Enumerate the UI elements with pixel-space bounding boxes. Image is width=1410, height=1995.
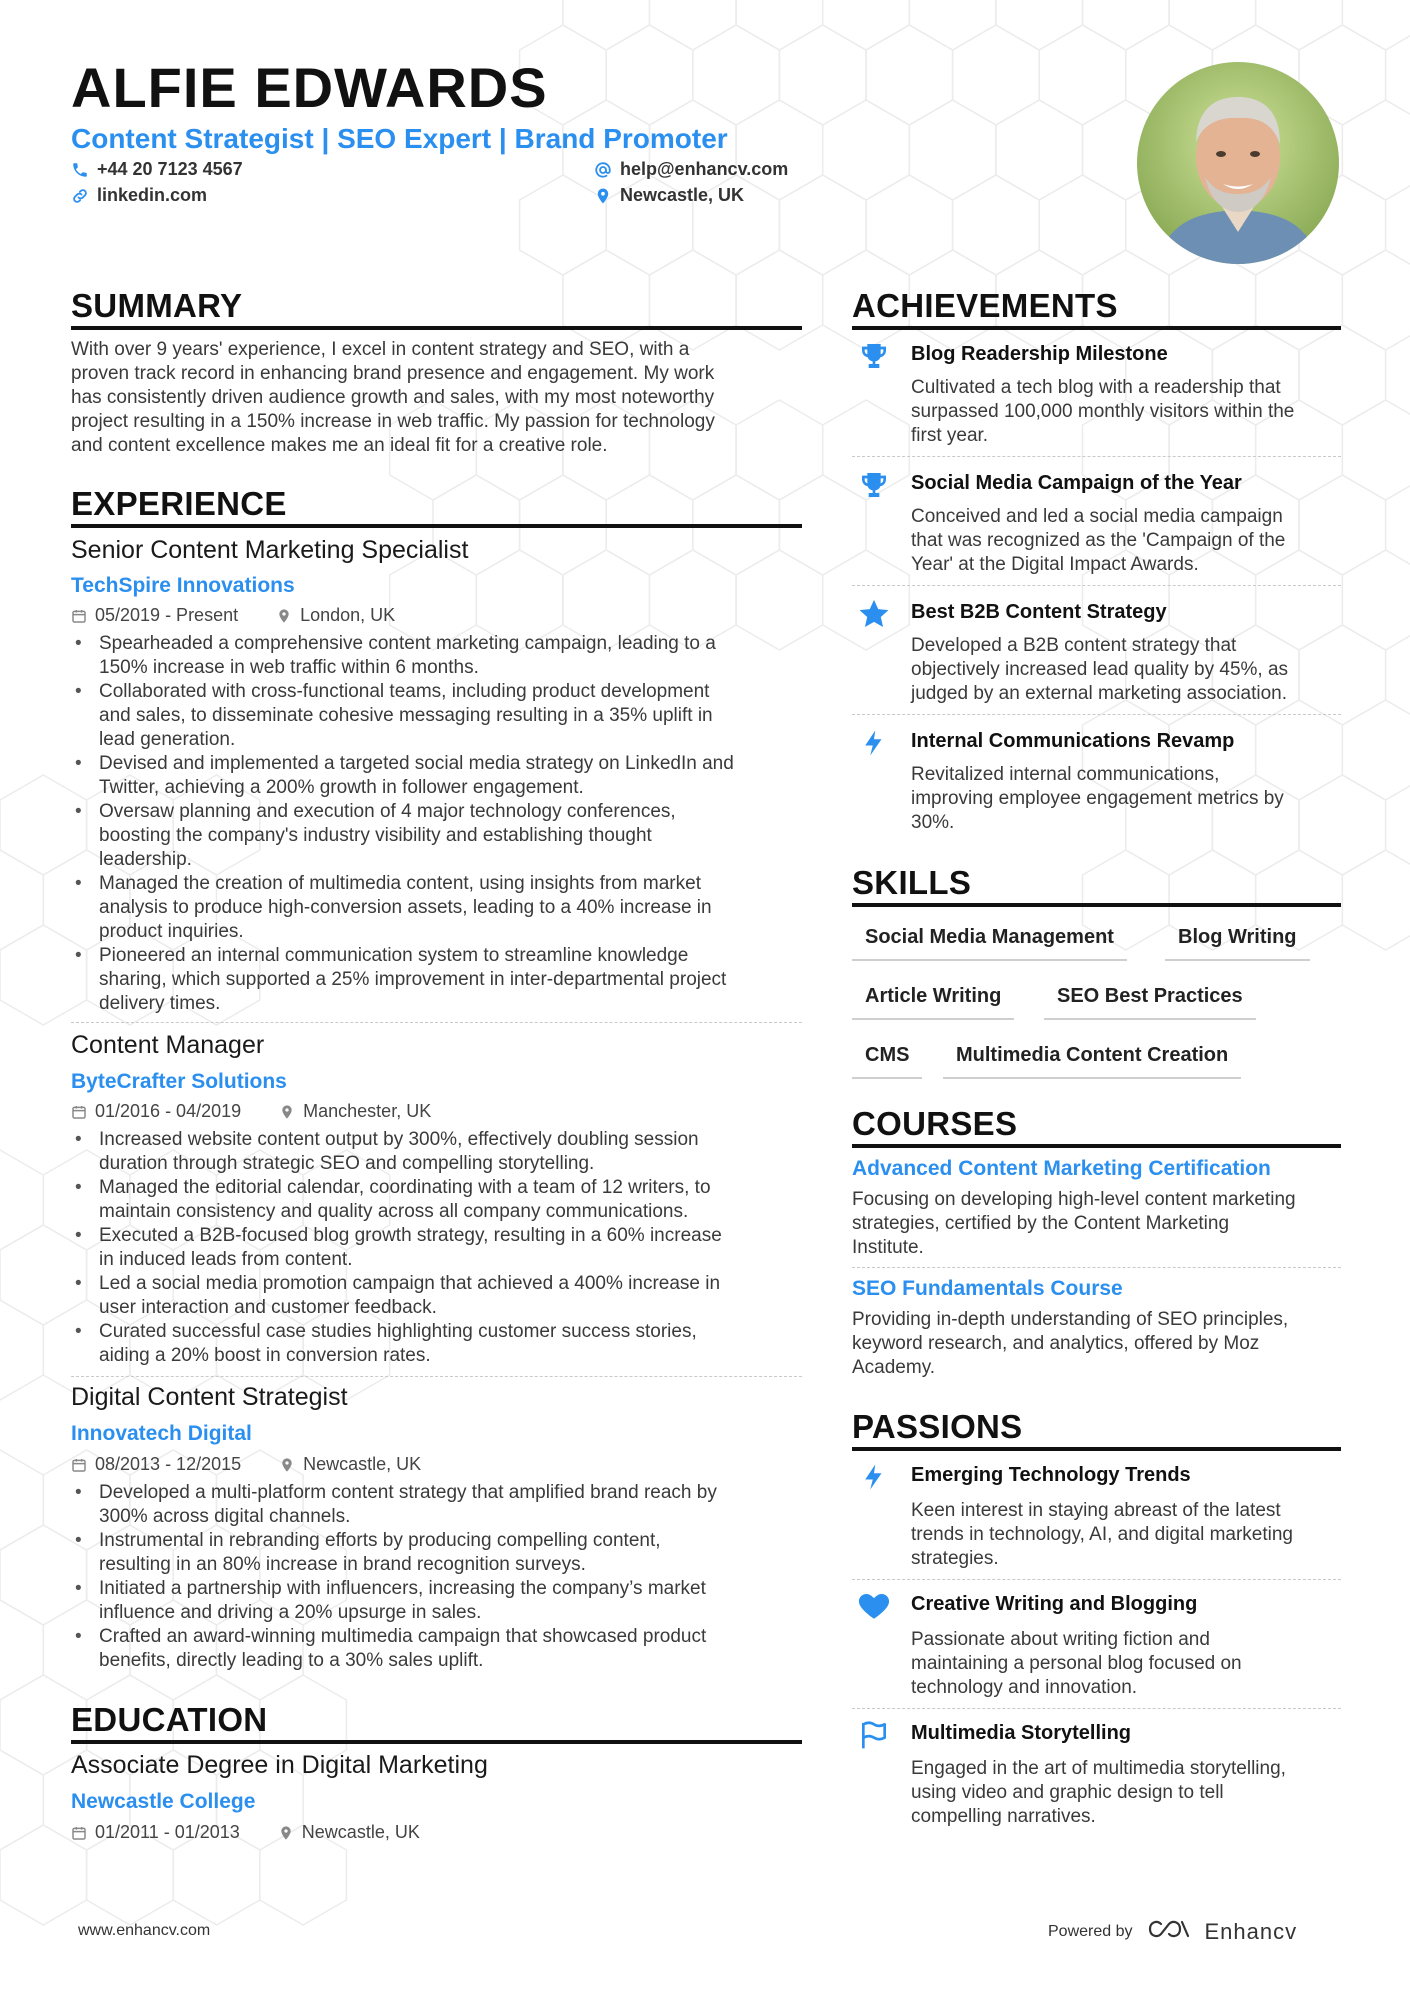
- trophy-icon: [854, 465, 894, 505]
- company-name[interactable]: TechSpire Innovations: [71, 574, 295, 597]
- achievement-description: Cultivated a tech blog with a readership that surpassed 100,000 monthly visitors within the first year.: [911, 377, 1295, 446]
- bullet-item: • Instrumental in rebranding efforts by producing compelling content, resulting in an 80% increase in brand recognition surveys.: [71, 1529, 801, 1577]
- bullet-item: • Initiated a partnership with influencers, increasing the company’s market influence and driving a 20% upsurge in sales.: [71, 1577, 801, 1625]
- star-icon: [854, 594, 894, 634]
- entry-divider: [852, 1708, 1341, 1709]
- summary-heading: SUMMARY: [71, 287, 243, 324]
- trophy-icon: [854, 336, 894, 376]
- skill-tag: SEO Best Practices: [1044, 985, 1256, 1020]
- bullet-item: • Spearheaded a comprehensive content marketing campaign, leading to a 150% increase in web traffic within 6 months.: [71, 632, 801, 680]
- linkedin-text: linkedin.com: [97, 185, 208, 205]
- summary-line: has consistently driven audience growth and sales, with my most noteworthy: [71, 387, 715, 408]
- achievement-title: Internal Communications Revamp: [911, 730, 1235, 752]
- candidate-headline: Content Strategist | SEO Expert | Brand Promoter: [71, 123, 728, 154]
- job-bullets: [71, 1128, 801, 1368]
- footer-website[interactable]: www.enhancv.com: [78, 1922, 211, 1939]
- linkedin-contact[interactable]: [71, 185, 207, 206]
- entry-divider: [71, 1022, 802, 1023]
- summary-line: With over 9 years' experience, I excel in content strategy and SEO, with a: [71, 339, 690, 360]
- email-text: help@enhancv.com: [620, 159, 789, 179]
- skills-heading: SKILLS: [852, 864, 972, 901]
- calendar-icon: [71, 1825, 87, 1841]
- summary-line: proven track record in enhancing brand presence and engagement. My work: [71, 363, 715, 384]
- passion-title: Creative Writing and Blogging: [911, 1593, 1198, 1615]
- job-title: Content Manager: [71, 1031, 265, 1059]
- candidate-name: ALFIE EDWARDS: [71, 56, 548, 119]
- course-description: Focusing on developing high-level content marketing strategies, certified by the Content Marketing Institute.: [852, 1189, 1296, 1258]
- job-title: Digital Content Strategist: [71, 1383, 348, 1411]
- job-meta: [71, 605, 395, 626]
- skill-tag: Article Writing: [852, 985, 1014, 1020]
- bullet-item: • Pioneered an internal communication system to streamline knowledge sharing, which supported a 25% improvement in inter-departmental project delivery times.: [71, 944, 801, 1016]
- courses-divider: [852, 1144, 1341, 1148]
- summary-line: project resulting in a 150% increase in web traffic. My passion for technology: [71, 411, 715, 432]
- location-pin-icon: [276, 608, 292, 624]
- job-bullets: [71, 1481, 801, 1673]
- company-name[interactable]: ByteCrafter Solutions: [71, 1070, 287, 1093]
- skill-tag: Social Media Management: [852, 926, 1127, 961]
- job-meta: [71, 1101, 431, 1122]
- entry-divider: [852, 456, 1341, 457]
- location-pin-icon: [279, 1457, 295, 1473]
- bullet-item: • Crafted an award-winning multimedia campaign that showcased product benefits, directly leading to a 30% sales uplift.: [71, 1625, 801, 1673]
- job-location: Manchester, UK: [303, 1101, 432, 1121]
- job-bullets: [71, 632, 801, 1016]
- lightning-icon: [854, 1457, 894, 1497]
- course-description: Providing in-depth understanding of SEO principles, keyword research, and analytics, offered by Moz Academy.: [852, 1309, 1289, 1378]
- skill-tag: CMS: [852, 1044, 922, 1079]
- calendar-icon: [71, 1457, 87, 1473]
- bullet-item: • Collaborated with cross-functional teams, including product development and sales, to disseminate cohesive messaging resulting in a 35% uplift in lead generation.: [71, 680, 801, 752]
- calendar-icon: [71, 608, 87, 624]
- job-title: Senior Content Marketing Specialist: [71, 536, 469, 564]
- bullet-item: • Managed the editorial calendar, coordinating with a team of 12 writers, to maintain consistency and quality across all company communications.: [71, 1176, 801, 1224]
- achievements-divider: [852, 326, 1341, 330]
- achievement-description: Conceived and led a social media campaign that was recognized as the 'Campaign of the Year' at the Digital Impact Awards.: [911, 506, 1286, 575]
- job-dates: 05/2019 - Present: [95, 605, 239, 625]
- summary-divider: [71, 326, 802, 330]
- passions-heading: PASSIONS: [852, 1408, 1023, 1445]
- location-text: Newcastle, UK: [620, 185, 745, 205]
- entry-divider: [852, 714, 1341, 715]
- flag-icon: [854, 1715, 894, 1755]
- passions-divider: [852, 1447, 1341, 1451]
- profile-photo: [1137, 62, 1339, 264]
- bullet-item: • Increased website content output by 300%, effectively doubling session duration through strategic SEO and compelling storytelling.: [71, 1128, 801, 1176]
- achievement-description: Developed a B2B content strategy that objectively increased lead quality by 45%, as judged by an external marketing association.: [911, 635, 1289, 704]
- achievement-title: Best B2B Content Strategy: [911, 601, 1167, 623]
- passion-description: Passionate about writing fiction and maintaining a personal blog focused on technology and innovation.: [911, 1629, 1242, 1698]
- calendar-icon: [71, 1104, 87, 1120]
- course-title[interactable]: Advanced Content Marketing Certification: [852, 1157, 1271, 1180]
- experience-heading: EXPERIENCE: [71, 485, 287, 522]
- bullet-item: • Oversaw planning and execution of 4 major technology conferences, boosting the company's industry visibility and establishing thought leadership.: [71, 800, 801, 872]
- entry-divider: [71, 1376, 802, 1377]
- skills-divider: [852, 903, 1341, 907]
- location-contact: [594, 185, 744, 206]
- degree-title: Associate Degree in Digital Marketing: [71, 1751, 488, 1779]
- achievement-title: Blog Readership Milestone: [911, 343, 1168, 365]
- phone-text: +44 20 7123 4567: [97, 159, 243, 179]
- location-pin-icon: [279, 1104, 295, 1120]
- company-name[interactable]: Innovatech Digital: [71, 1422, 252, 1445]
- phone-icon: [71, 161, 89, 179]
- education-location: Newcastle, UK: [301, 1822, 420, 1842]
- experience-divider: [71, 524, 802, 528]
- education-divider: [71, 1740, 802, 1744]
- phone-contact[interactable]: [71, 159, 243, 180]
- bullet-item: • Managed the creation of multimedia content, using insights from market analysis to produce high-conversion assets, leading to a 40% increase in product inquiries.: [71, 872, 801, 944]
- email-contact[interactable]: [594, 159, 788, 180]
- school-name[interactable]: Newcastle College: [71, 1790, 256, 1813]
- courses-heading: COURSES: [852, 1105, 1018, 1142]
- achievement-title: Social Media Campaign of the Year: [911, 472, 1242, 494]
- at-icon: [594, 161, 612, 179]
- heart-icon: [854, 1586, 894, 1626]
- passion-description: Keen interest in staying abreast of the latest trends in technology, AI, and digital marketing strategies.: [911, 1500, 1293, 1569]
- passion-description: Engaged in the art of multimedia storytelling, using video and graphic design to tell compelling narratives.: [911, 1758, 1286, 1827]
- achievements-heading: ACHIEVEMENTS: [852, 287, 1118, 324]
- bullet-item: • Executed a B2B-focused blog growth strategy, resulting in a 60% increase in induced leads from content.: [71, 1224, 801, 1272]
- bullet-item: • Curated successful case studies highlighting customer success stories, aiding a 20% boost in conversion rates.: [71, 1320, 801, 1368]
- entry-divider: [852, 1267, 1341, 1268]
- job-location: London, UK: [300, 605, 396, 625]
- link-icon: [71, 187, 89, 205]
- job-dates: 08/2013 - 12/2015: [95, 1454, 242, 1474]
- job-dates: 01/2016 - 04/2019: [95, 1101, 242, 1121]
- location-pin-icon: [594, 187, 612, 205]
- entry-divider: [852, 1579, 1341, 1580]
- entry-divider: [852, 585, 1341, 586]
- job-meta: [71, 1454, 421, 1475]
- job-location: Newcastle, UK: [303, 1454, 422, 1474]
- education-heading: EDUCATION: [71, 1701, 268, 1738]
- brand-name: Enhancv: [1204, 1918, 1298, 1944]
- education-dates: 01/2011 - 01/2013: [95, 1822, 240, 1842]
- education-meta: [71, 1822, 420, 1843]
- achievement-description: Revitalized internal communications, improving employee engagement metrics by 30%.: [911, 764, 1284, 833]
- skill-tag: Multimedia Content Creation: [943, 1044, 1241, 1079]
- summary-line: and content excellence makes me an ideal fit for a creative role.: [71, 435, 608, 456]
- course-title[interactable]: SEO Fundamentals Course: [852, 1277, 1123, 1300]
- location-pin-icon: [278, 1825, 294, 1841]
- bullet-item: • Led a social media promotion campaign that achieved a 400% increase in user interaction and customer feedback.: [71, 1272, 801, 1320]
- passion-title: Emerging Technology Trends: [911, 1464, 1191, 1486]
- passion-title: Multimedia Storytelling: [911, 1722, 1132, 1744]
- bullet-item: • Developed a multi-platform content strategy that amplified brand reach by 300% across digital channels.: [71, 1481, 801, 1529]
- lightning-icon: [854, 723, 894, 763]
- summary-text: [71, 338, 802, 458]
- enhancv-logo-icon: [1147, 1918, 1191, 1945]
- skill-tag: Blog Writing: [1165, 926, 1310, 961]
- footer-branding[interactable]: [1048, 1918, 1297, 1945]
- powered-by-label: Powered by: [1048, 1922, 1133, 1940]
- bullet-item: • Devised and implemented a targeted social media strategy on LinkedIn and Twitter, achieving a 200% growth in follower engagement.: [71, 752, 801, 800]
